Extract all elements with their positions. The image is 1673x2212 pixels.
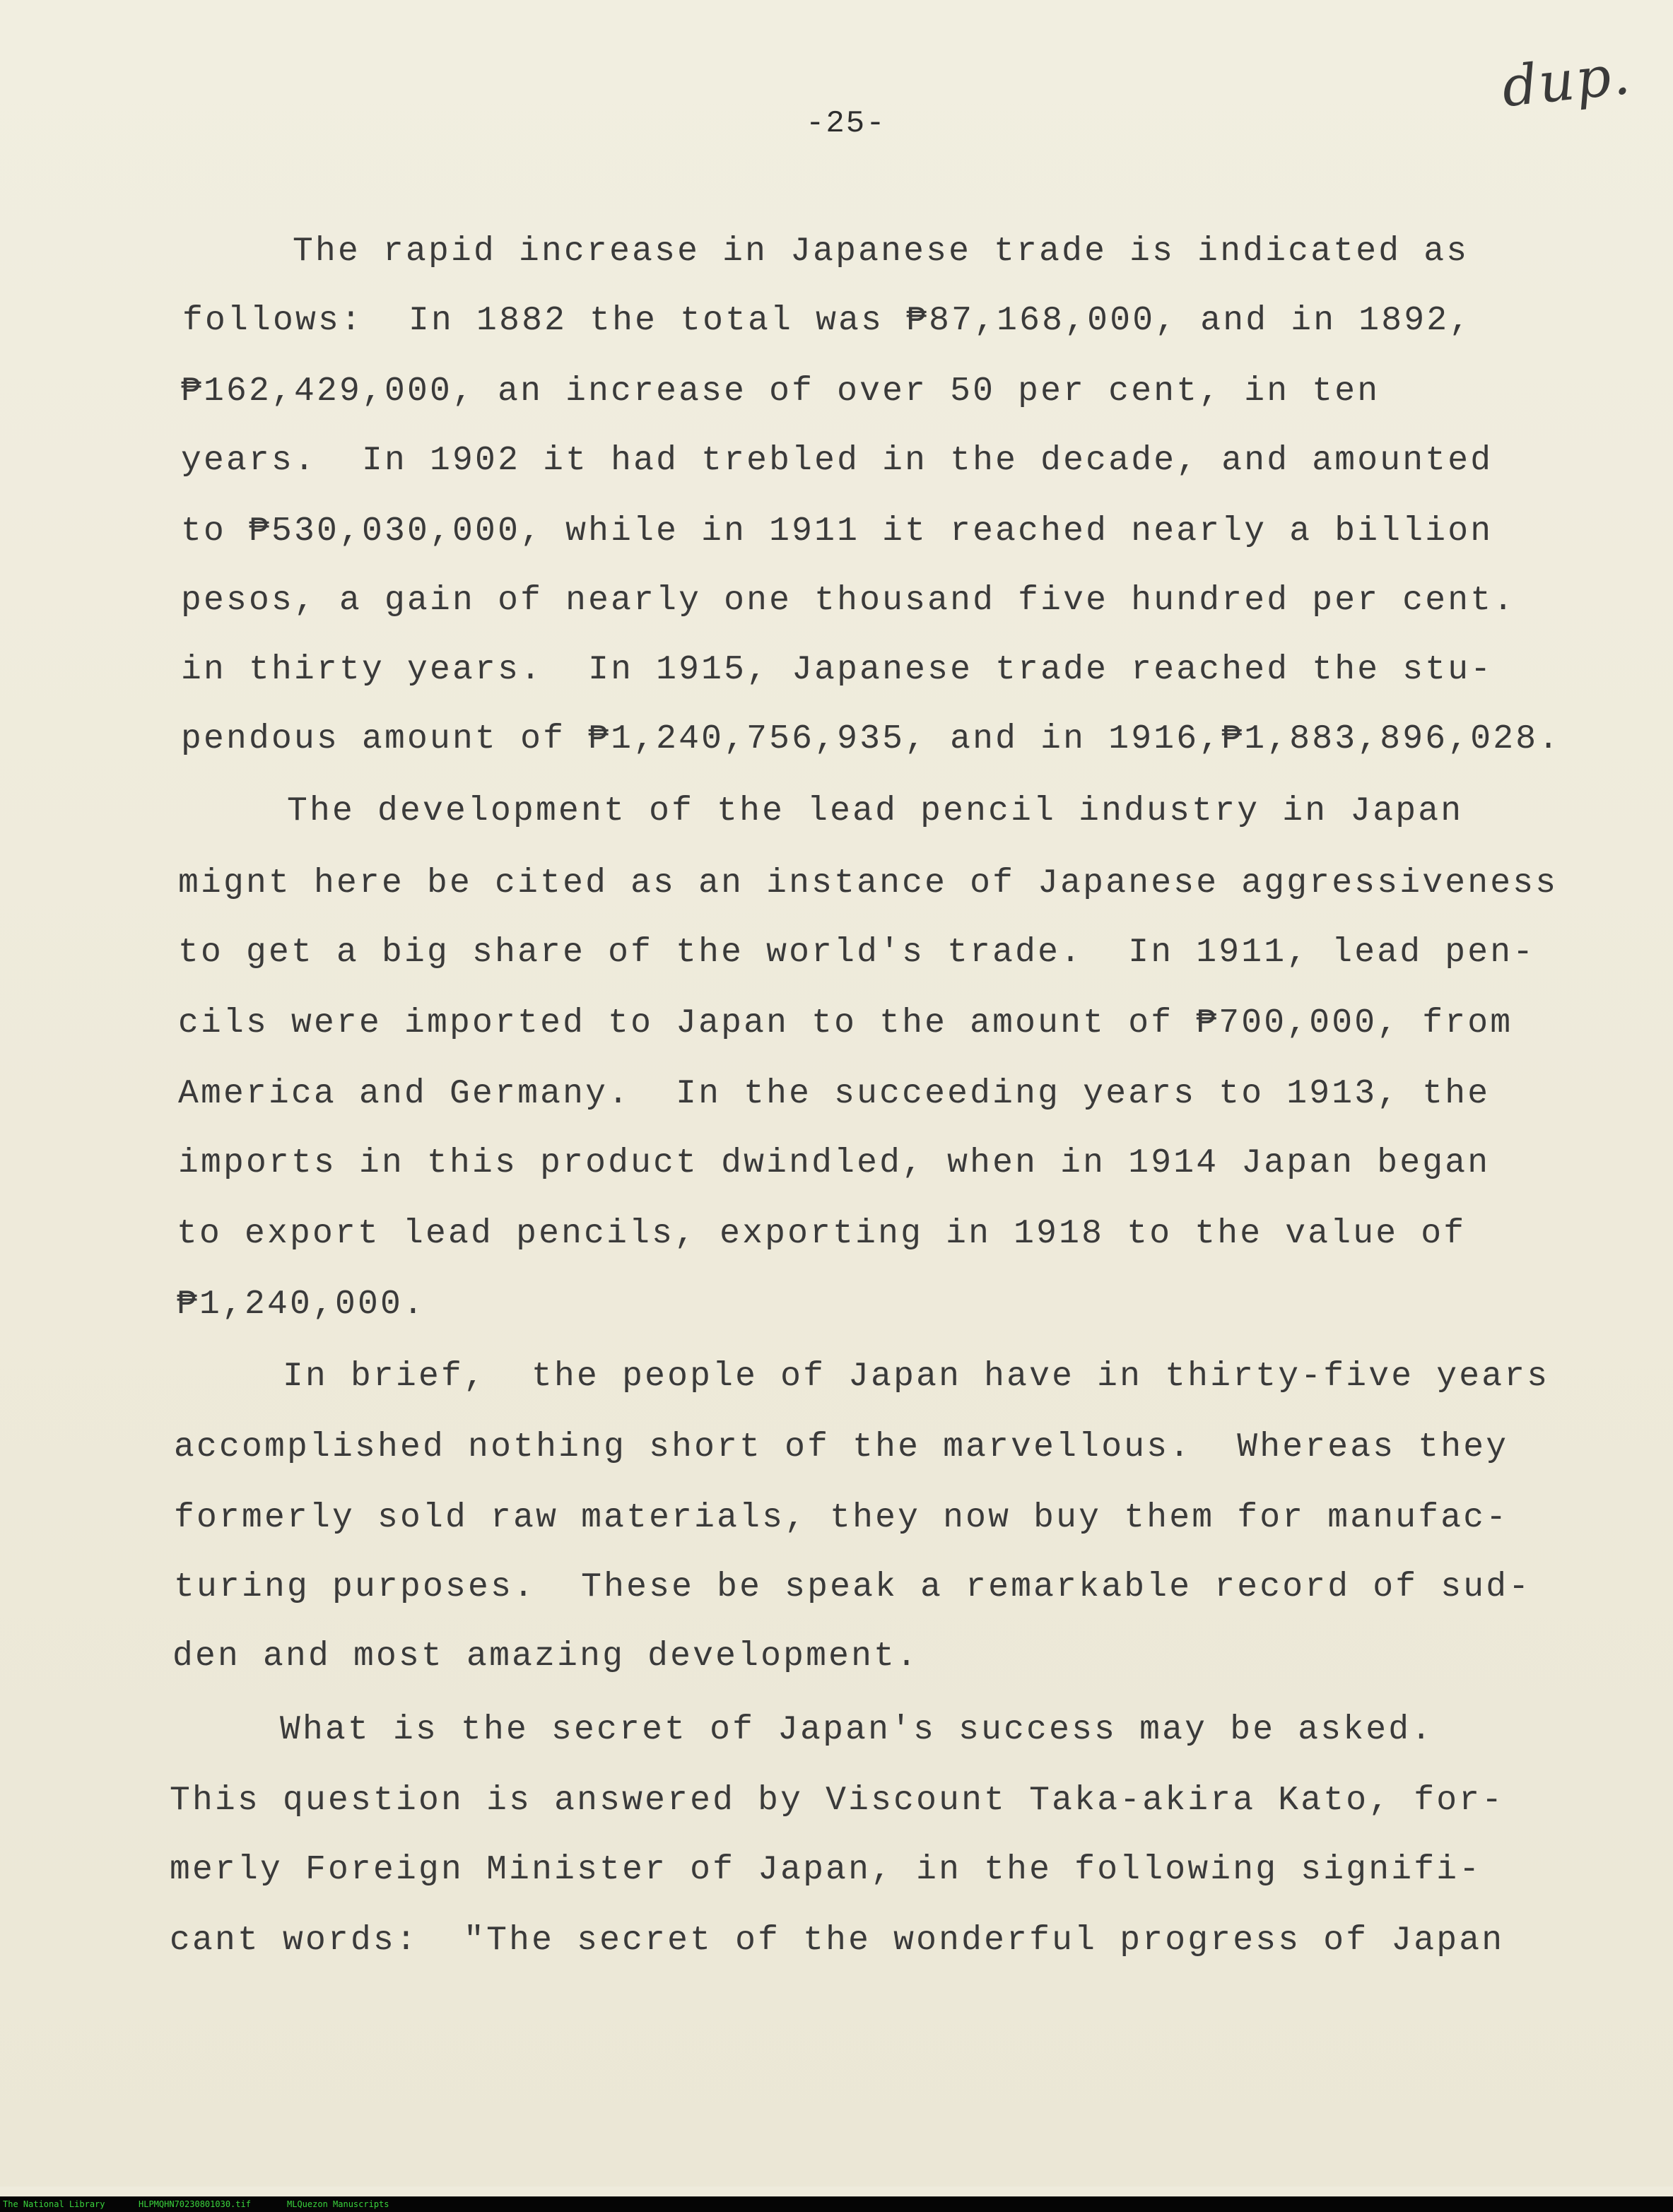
text-line: cils were imported to Japan to the amount of ₱700,000, from bbox=[178, 1004, 1513, 1042]
text-line: years. In 1902 it had trebled in the decade, and amounted bbox=[181, 442, 1493, 480]
text-line: pesos, a gain of nearly one thousand five hundred per cent. bbox=[181, 582, 1516, 620]
text-line: in thirty years. In 1915, Japanese trade reached the stu- bbox=[181, 651, 1493, 689]
text-line: to get a big share of the world's trade. In 1911, lead pen- bbox=[178, 934, 1536, 972]
handwritten-annotation: dup. bbox=[1498, 42, 1635, 120]
text-line: cant words: "The secret of the wonderful progress of Japan bbox=[170, 1922, 1505, 1960]
text-line: formerly sold raw materials, they now buy them for manufac- bbox=[174, 1499, 1509, 1537]
text-line: ₱1,240,000. bbox=[177, 1286, 426, 1324]
scan-footer bbox=[0, 2196, 1673, 2212]
text-line: mignt here be cited as an instance of Japanese aggressiveness bbox=[178, 864, 1558, 902]
text-line: den and most amazing development. bbox=[172, 1637, 920, 1676]
text-line: turing purposes. These be speak a remarkable record of sud- bbox=[174, 1568, 1532, 1606]
text-line: America and Germany. In the succeeding years to 1913, the bbox=[178, 1075, 1491, 1113]
text-line: This question is answered by Viscount Taka-akira Kato, for- bbox=[170, 1782, 1505, 1820]
text-line: What is the secret of Japan's success may be asked. bbox=[280, 1711, 1434, 1749]
text-line: to ₱530,030,000, while in 1911 it reached nearly a billion bbox=[181, 512, 1493, 551]
text-line: imports in this product dwindled, when in 1914 Japan began bbox=[178, 1144, 1491, 1182]
text-line: follows: In 1882 the total was ₱87,168,000, and in 1892, bbox=[182, 302, 1472, 340]
text-line: pendous amount of ₱1,240,756,935, and in 1916,₱1,883,896,028. bbox=[181, 720, 1561, 758]
text-line: ₱162,429,000, an increase of over 50 per cent, in ten bbox=[181, 372, 1380, 411]
page-number: -25- bbox=[806, 106, 886, 141]
text-line: In brief, the people of Japan have in thirty-five years bbox=[283, 1358, 1550, 1396]
footer-filename: HLPMQHN70230801030.tif bbox=[139, 2199, 251, 2209]
text-line: accomplished nothing short of the marvellous. Whereas they bbox=[174, 1428, 1509, 1466]
footer-collection: MLQuezon Manuscripts bbox=[287, 2199, 389, 2209]
text-line: merly Foreign Minister of Japan, in the following signifi- bbox=[170, 1851, 1482, 1889]
text-line: The development of the lead pencil industry in Japan bbox=[287, 792, 1464, 830]
text-line: The rapid increase in Japanese trade is indicated as bbox=[293, 233, 1469, 271]
text-line: to export lead pencils, exporting in 1918 to the value of bbox=[177, 1215, 1467, 1253]
footer-library: The National Library bbox=[3, 2199, 105, 2209]
